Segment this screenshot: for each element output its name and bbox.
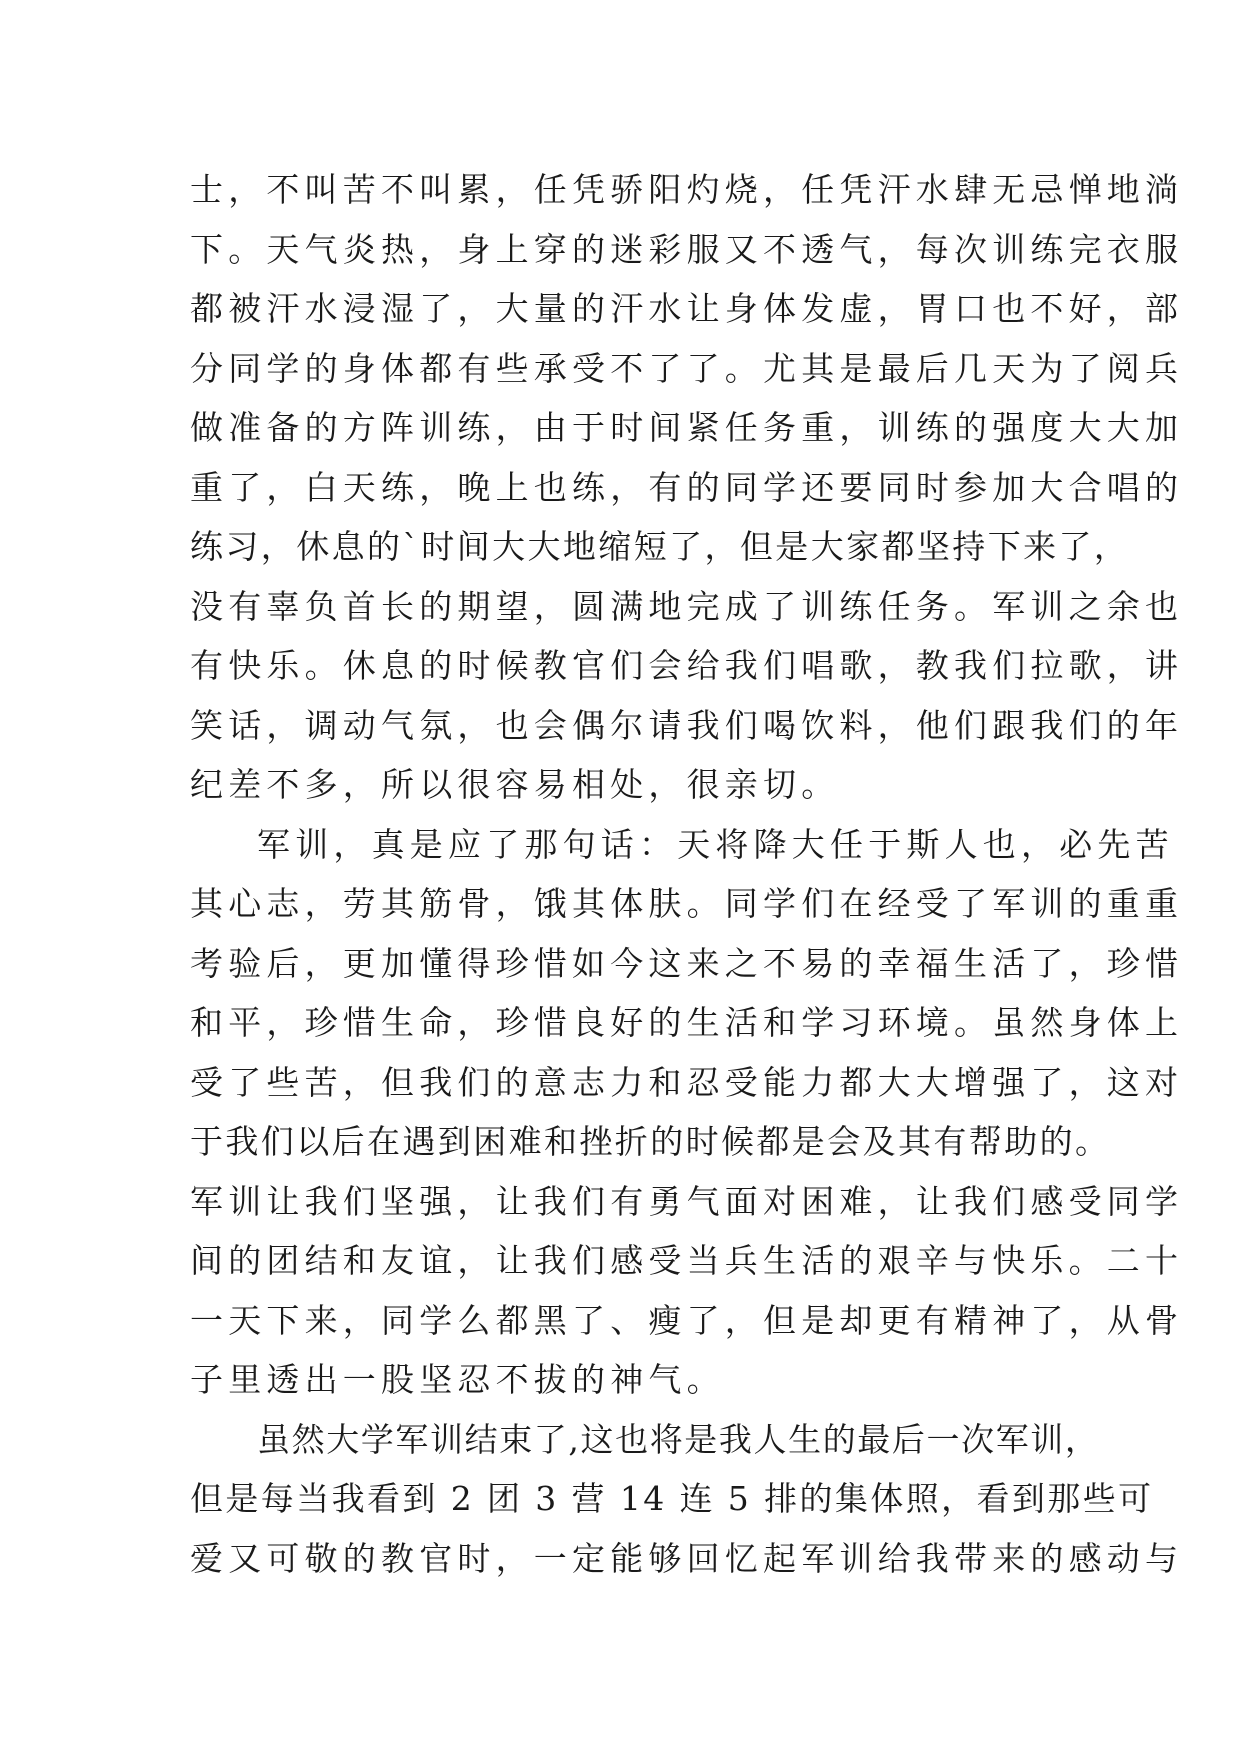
- text-line: 但是每当我看到 2 团 3 营 14 连 5 排的集体照，看到那些可: [190, 1479, 1154, 1518]
- text-line: 都被汗水浸湿了，大量的汗水让身体发虚，胃口也不好，部: [190, 289, 1184, 328]
- text-line: 下。天气炎热，身上穿的迷彩服又不透气，每次训练完衣服: [190, 229, 1184, 269]
- text-line: 做准备的方阵训练，由于时间紧任务重，训练的强度大大加: [190, 408, 1184, 447]
- document-body: [190, 160, 1184, 1588]
- text-line: 有快乐。休息的时候教官们会给我们唱歌，教我们拉歌，讲: [190, 646, 1184, 685]
- text-line: 没有辜负首长的期望，圆满地完成了训练任务。军训之余也: [190, 586, 1184, 626]
- paragraph-first-line: 军训，真是应了那句话：天将降大任于斯人也，必先苦: [257, 824, 1174, 864]
- text-line: 受了些苦，但我们的意志力和忍受能力都大大增强了，这对: [190, 1062, 1184, 1102]
- text-line: 考验后，更加懂得珍惜如今这来之不易的幸福生活了，珍惜: [190, 943, 1184, 983]
- text-line: 一天下来，同学么都黑了、瘦了，但是却更有精神了，从骨: [190, 1300, 1184, 1340]
- text-line: 和平，珍惜生命，珍惜良好的生活和学习环境。虽然身体上: [190, 1003, 1184, 1042]
- text-line: 练习，休息的`时间大大地缩短了，但是大家都坚持下来了，: [190, 527, 1130, 566]
- text-line: 爱又可敬的教官时，一定能够回忆起军训给我带来的感动与: [190, 1538, 1184, 1578]
- text-line: 士，不叫苦不叫累，任凭骄阳灼烧，任凭汗水肆无忌惮地淌: [190, 170, 1184, 209]
- paragraph-first-line: 虽然大学军训结束了,这也将是我人生的最后一次军训，: [257, 1419, 1100, 1459]
- text-line: 间的团结和友谊，让我们感受当兵生活的艰辛与快乐。二十: [190, 1241, 1184, 1280]
- text-line: 军训让我们坚强，让我们有勇气面对困难，让我们感受同学: [190, 1181, 1184, 1221]
- text-line: 重了，白天练，晚上也练，有的同学还要同时参加大合唱的: [190, 467, 1184, 507]
- text-line: 笑话，调动气氛，也会偶尔请我们喝饮料，他们跟我们的年: [190, 705, 1184, 745]
- text-line: 于我们以后在遇到困难和挫折的时候都是会及其有帮助的。: [190, 1122, 1111, 1161]
- text-line: 分同学的身体都有些承受不了了。尤其是最后几天为了阅兵: [190, 348, 1184, 388]
- text-line: 纪差不多，所以很容易相处，很亲切。: [190, 765, 840, 804]
- text-line: 其心志，劳其筋骨，饿其体肤。同学们在经受了军训的重重: [190, 884, 1184, 923]
- text-line: 子里透出一股坚忍不拔的神气。: [190, 1360, 725, 1399]
